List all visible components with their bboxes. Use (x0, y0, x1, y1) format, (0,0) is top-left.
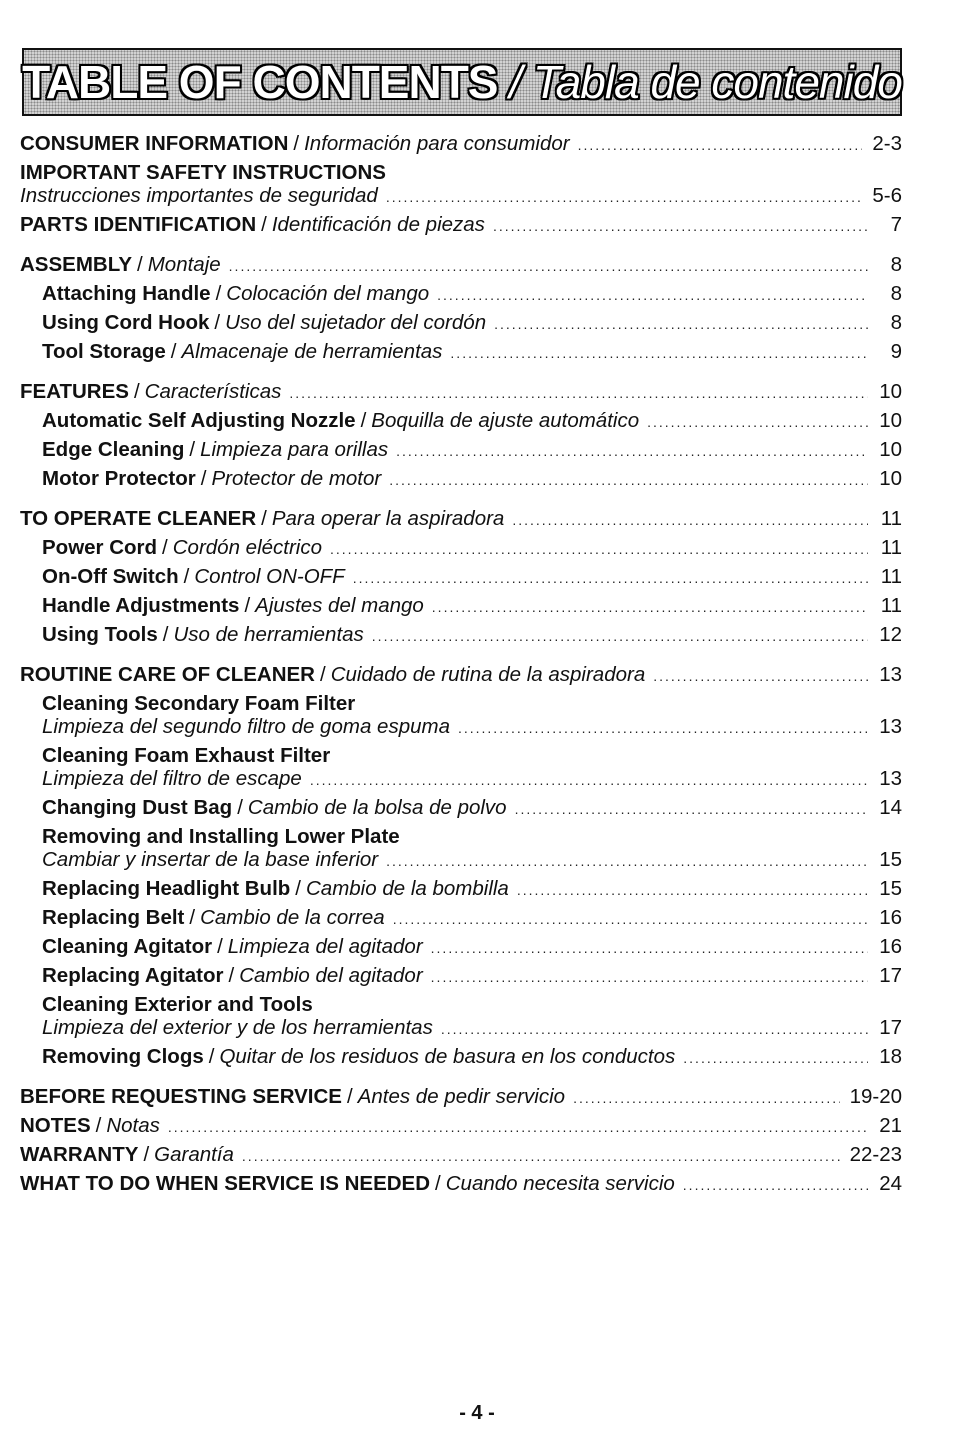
toc-entry-page: 11 (880, 594, 902, 617)
toc-entry-separator: / (319, 663, 326, 686)
toc-entry (20, 132, 902, 161)
toc-entry-separator: / (244, 594, 251, 617)
toc-entry (20, 1045, 902, 1074)
title-english: TABLE OF CONTENTS (22, 56, 498, 108)
toc-entry-spanish: Cambio del agitador (239, 964, 423, 987)
toc-entry (20, 340, 902, 369)
toc-entry-separator: / (170, 340, 177, 363)
toc-entry-spanish: Cambio de la bolsa de polvo (247, 796, 507, 819)
toc-entry-spanish: Montaje (147, 253, 221, 276)
dot-leader (653, 668, 868, 684)
toc-entry-title: Cleaning Agitator (42, 935, 213, 958)
toc-entry (20, 623, 902, 652)
toc-entry-title: IMPORTANT SAFETY INSTRUCTIONS (20, 161, 386, 184)
toc-entry-separator: / (215, 282, 222, 305)
toc-entry (20, 536, 902, 565)
toc-entry-spanish: Boquilla de ajuste automático (371, 409, 640, 432)
toc-entry-spanish: Uso del sujetador del cordón (225, 311, 487, 334)
toc-entry (20, 744, 902, 790)
dot-leader (168, 1119, 868, 1135)
toc-entry-line (20, 594, 902, 623)
toc-entry-page: 10 (879, 438, 902, 461)
toc-entry (20, 964, 902, 993)
toc-entry-title: Removing and Installing Lower Plate (42, 825, 400, 848)
toc-entry-page: 10 (879, 467, 902, 490)
toc-entry-separator: / (189, 906, 196, 929)
toc-entry-page: 11 (880, 536, 902, 559)
toc-entry-line (20, 877, 902, 906)
toc-entry-page: 18 (879, 1045, 902, 1068)
toc-entry-line (20, 906, 902, 935)
toc-entry-spanish: Identificación de piezas (271, 213, 485, 236)
toc-entry-title: Motor Protector (42, 467, 196, 490)
toc-entry-line (20, 796, 902, 825)
toc-entry-line (20, 409, 902, 438)
toc-entry-heading-line (20, 825, 902, 848)
toc-entry-page: 8 (890, 282, 902, 305)
toc-entry-page: 5-6 (872, 184, 902, 207)
toc-entry (20, 213, 902, 242)
toc-entry-title: CONSUMER INFORMATION (20, 132, 289, 155)
dot-leader (389, 472, 868, 488)
toc-entry-page: 22-23 (849, 1143, 902, 1166)
toc-entry-spanish: Características (144, 380, 282, 403)
dot-leader (396, 443, 868, 459)
toc-entry-title: BEFORE REQUESTING SERVICE (20, 1085, 342, 1108)
page-number: - 4 - (459, 1402, 495, 1424)
toc-entry-separator: / (346, 1085, 353, 1108)
toc-entry-line (20, 565, 902, 594)
toc-entry-line (20, 467, 902, 496)
toc-entry-spanish: Limpieza del agitador (227, 935, 423, 958)
toc-entry-line (20, 132, 902, 161)
toc-entry (20, 663, 902, 692)
dot-leader (437, 287, 868, 303)
toc-entry (20, 692, 902, 738)
toc-entry-heading-line (20, 744, 902, 767)
toc-section (20, 253, 902, 369)
toc-section (20, 132, 902, 242)
dot-leader (289, 385, 868, 401)
dot-leader (573, 1090, 839, 1106)
dot-leader (386, 189, 863, 205)
toc-entry-title: Using Tools (42, 623, 158, 646)
toc-entry-heading-line (20, 692, 902, 715)
dot-leader (431, 969, 868, 985)
toc-entry-page: 13 (879, 663, 902, 686)
toc-entry-line (20, 438, 902, 467)
dot-leader (494, 316, 868, 332)
toc-entry (20, 253, 902, 282)
toc-entry-title: Cleaning Foam Exhaust Filter (42, 744, 331, 767)
toc-entry-separator: / (435, 1172, 441, 1195)
toc-entry-line (20, 1045, 902, 1074)
toc-section (20, 507, 902, 652)
toc-entry-line (20, 1114, 902, 1143)
toc-entry-separator: / (200, 467, 207, 490)
toc-entry (20, 438, 902, 467)
toc-entry (20, 311, 902, 340)
toc-entry-spanish: Cambiar y insertar de la base inferior (42, 848, 379, 871)
toc-entry-page: 12 (879, 623, 902, 646)
toc-entry-detail-line (20, 848, 902, 871)
toc-entry-page: 21 (879, 1114, 902, 1137)
toc-entry-page: 17 (879, 1016, 902, 1039)
toc-entry-separator: / (208, 1045, 215, 1068)
toc-entry-page: 11 (880, 507, 902, 530)
toc-entry-spanish: Uso de herramientas (173, 623, 364, 646)
toc-entry-spanish: Quitar de los residuos de basura en los conductos (219, 1045, 676, 1068)
toc-entry-spanish: Información para consumidor (304, 132, 570, 155)
toc-entry-detail-line (20, 715, 902, 738)
toc-entry-page: 19-20 (849, 1085, 902, 1108)
toc-entry-title: Replacing Headlight Bulb (42, 877, 291, 900)
toc-entry-page: 8 (890, 311, 902, 334)
dot-leader (647, 414, 868, 430)
dot-leader (515, 801, 868, 817)
table-of-contents (20, 132, 902, 1212)
toc-entry-line (20, 1172, 902, 1201)
toc-entry-page: 24 (879, 1172, 902, 1195)
toc-entry-line (20, 663, 902, 692)
toc-entry-title: Replacing Agitator (42, 964, 224, 987)
toc-entry-title: ROUTINE CARE OF CLEANER (20, 663, 315, 686)
toc-entry-title: NOTES (20, 1114, 91, 1137)
toc-entry-spanish: Control ON-OFF (194, 565, 345, 588)
toc-entry-spanish: Notas (106, 1114, 160, 1137)
toc-entry-spanish: Cuando necesita servicio (445, 1172, 675, 1195)
toc-entry-separator: / (293, 132, 300, 155)
dot-leader (493, 218, 868, 234)
dot-leader (229, 258, 868, 274)
toc-entry (20, 1085, 902, 1114)
toc-entry (20, 1172, 902, 1201)
toc-entry-title: WHAT TO DO WHEN SERVICE IS NEEDED (20, 1172, 431, 1195)
toc-entry-separator: / (261, 507, 267, 530)
toc-entry-spanish: Limpieza para orillas (200, 438, 389, 461)
toc-entry-page: 15 (879, 877, 902, 900)
toc-entry-spanish: Antes de pedir servicio (357, 1085, 566, 1108)
toc-entry-separator: / (133, 380, 140, 403)
dot-leader (432, 599, 868, 615)
toc-entry (20, 877, 902, 906)
toc-entry-line (20, 380, 902, 409)
toc-entry-title: Replacing Belt (42, 906, 185, 929)
toc-entry (20, 467, 902, 496)
dot-leader (330, 541, 868, 557)
title-banner (22, 48, 902, 116)
toc-section (20, 380, 902, 496)
toc-entry-separator: / (261, 213, 267, 236)
toc-entry-separator: / (137, 253, 143, 276)
dot-leader (578, 137, 863, 153)
dot-leader (517, 882, 868, 898)
toc-entry-separator: / (214, 311, 221, 334)
toc-entry-spanish: Colocación del mango (226, 282, 430, 305)
dot-leader (310, 772, 868, 788)
dot-leader (386, 853, 868, 869)
toc-entry-page: 17 (879, 964, 902, 987)
toc-entry-spanish: Cordón eléctrico (172, 536, 323, 559)
toc-entry-title: FEATURES (20, 380, 129, 403)
toc-entry-detail-line (20, 767, 902, 790)
toc-entry (20, 825, 902, 871)
toc-entry-line (20, 282, 902, 311)
toc-entry-page: 13 (879, 767, 902, 790)
toc-entry-line (20, 213, 902, 242)
toc-entry-line (20, 623, 902, 652)
toc-entry (20, 282, 902, 311)
toc-entry-page: 16 (879, 906, 902, 929)
dot-leader (450, 345, 868, 361)
page-title (22, 56, 902, 108)
toc-entry (20, 507, 902, 536)
toc-entry-line (20, 536, 902, 565)
toc-entry-page: 10 (879, 380, 902, 403)
toc-entry-line (20, 340, 902, 369)
toc-entry-separator: / (162, 536, 168, 559)
dot-leader (512, 512, 868, 528)
toc-entry-line (20, 507, 902, 536)
title-separator: / (509, 56, 522, 108)
toc-entry-page: 16 (879, 935, 902, 958)
toc-entry-page: 11 (880, 565, 902, 588)
toc-entry-spanish: Instrucciones importantes de seguridad (20, 184, 378, 207)
toc-entry (20, 161, 902, 207)
toc-entry-page: 10 (879, 409, 902, 432)
dot-leader (441, 1021, 868, 1037)
toc-entry-line (20, 1085, 902, 1114)
toc-section (20, 1085, 902, 1201)
toc-entry-spanish: Almacenaje de herramientas (181, 340, 443, 363)
toc-entry-separator: / (183, 565, 190, 588)
toc-entry-heading-line (20, 161, 902, 184)
toc-entry-title: Cleaning Exterior and Tools (42, 993, 313, 1016)
toc-entry-line (20, 964, 902, 993)
dot-leader (683, 1177, 868, 1193)
dot-leader (393, 911, 868, 927)
toc-entry-page: 13 (879, 715, 902, 738)
toc-entry-separator: / (143, 1143, 150, 1166)
toc-entry-detail-line (20, 1016, 902, 1039)
toc-entry-title: WARRANTY (20, 1143, 139, 1166)
toc-entry-spanish: Cambio de la correa (200, 906, 385, 929)
toc-entry-page: 7 (890, 213, 902, 236)
toc-entry (20, 594, 902, 623)
toc-entry-spanish: Limpieza del filtro de escape (42, 767, 302, 790)
toc-entry-title: PARTS IDENTIFICATION (20, 213, 257, 236)
toc-entry-title: Automatic Self Adjusting Nozzle (42, 409, 356, 432)
toc-entry-separator: / (237, 796, 243, 819)
toc-entry-spanish: Limpieza del segundo filtro de goma espuma (42, 715, 450, 738)
toc-entry-page: 2-3 (872, 132, 902, 155)
title-spanish: Tabla de contenido (532, 56, 902, 108)
toc-entry-page: 9 (890, 340, 902, 363)
dot-leader (353, 570, 868, 586)
toc-entry (20, 565, 902, 594)
toc-entry-title: Changing Dust Bag (42, 796, 233, 819)
toc-entry (20, 409, 902, 438)
toc-entry-detail-line (20, 184, 902, 207)
toc-entry-title: Cleaning Secondary Foam Filter (42, 692, 356, 715)
toc-entry (20, 993, 902, 1039)
toc-entry-separator: / (360, 409, 367, 432)
toc-entry-spanish: Limpieza del exterior y de los herramientas (42, 1016, 433, 1039)
toc-entry-spanish: Cuidado de rutina de la aspiradora (330, 663, 646, 686)
toc-entry-separator: / (162, 623, 169, 646)
toc-entry (20, 906, 902, 935)
toc-entry-page: 8 (890, 253, 902, 276)
toc-entry-separator: / (228, 964, 235, 987)
toc-entry-heading-line (20, 993, 902, 1016)
toc-entry-separator: / (217, 935, 223, 958)
toc-entry (20, 1114, 902, 1143)
toc-entry-title: On-Off Switch (42, 565, 179, 588)
toc-entry-title: Tool Storage (42, 340, 166, 363)
toc-section (20, 663, 902, 1074)
toc-entry-title: TO OPERATE CLEANER (20, 507, 257, 530)
toc-entry-line (20, 253, 902, 282)
toc-entry-spanish: Para operar la aspiradora (271, 507, 505, 530)
toc-entry-line (20, 1143, 902, 1172)
toc-entry-line (20, 935, 902, 964)
toc-entry-line (20, 311, 902, 340)
toc-entry-title: Handle Adjustments (42, 594, 240, 617)
dot-leader (458, 720, 868, 736)
toc-entry-title: Removing Clogs (42, 1045, 204, 1068)
toc-entry (20, 380, 902, 409)
toc-entry-title: Using Cord Hook (42, 311, 210, 334)
toc-entry (20, 935, 902, 964)
toc-entry-page: 15 (879, 848, 902, 871)
toc-entry (20, 796, 902, 825)
toc-entry-separator: / (95, 1114, 102, 1137)
toc-entry-spanish: Cambio de la bombilla (306, 877, 509, 900)
toc-entry-title: ASSEMBLY (20, 253, 133, 276)
toc-entry-title: Edge Cleaning (42, 438, 185, 461)
toc-entry-page: 14 (879, 796, 902, 819)
toc-entry (20, 1143, 902, 1172)
toc-entry-separator: / (189, 438, 196, 461)
dot-leader (683, 1050, 868, 1066)
toc-entry-title: Attaching Handle (42, 282, 211, 305)
toc-entry-title: Power Cord (42, 536, 158, 559)
toc-entry-spanish: Protector de motor (211, 467, 382, 490)
dot-leader (372, 628, 868, 644)
dot-leader (242, 1148, 840, 1164)
toc-entry-spanish: Ajustes del mango (255, 594, 424, 617)
toc-entry-spanish: Garantía (154, 1143, 234, 1166)
toc-entry-separator: / (295, 877, 301, 900)
dot-leader (431, 940, 868, 956)
